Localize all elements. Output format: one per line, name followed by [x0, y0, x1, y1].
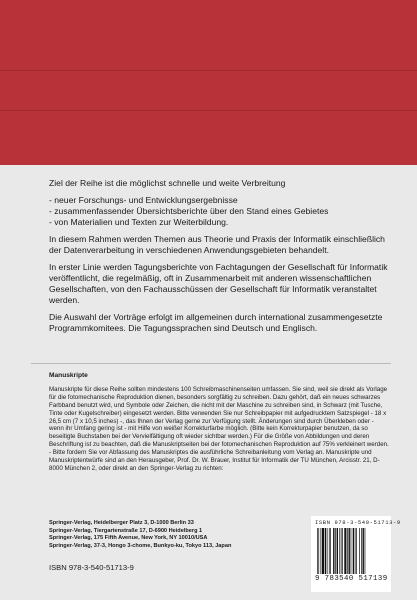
barcode-bar: [325, 528, 326, 574]
barcode-bar: [344, 528, 346, 574]
barcode-bar: [342, 528, 343, 574]
barcode-bar: [318, 528, 319, 574]
barcode-bar: [322, 528, 324, 574]
barcode-bar: [361, 528, 362, 574]
barcode-icon: [317, 528, 385, 574]
intro-paragraph: In diesem Rahmen werden Themen aus Theorie und Praxis der Informatik einschließlich der Datenverarbeitung in verschiedenen Anwendungsgebieten behandelt.: [49, 234, 385, 255]
publisher-address: Springer-Verlag, 37-3, Hongo 3-chome, Bunkyo-ku, Tokyo 113, Japan: [49, 542, 232, 549]
manuscript-body: Manuskripte für diese Reihe sollten mindestens 100 Schreibmaschinenseiten umfassen. Sie sind, weil sie direkt als Vorlage für die fotomechanische Reproduktion dienen, besonders sorgfältig zu schreiben. Dazu gehört, daß ein neues schwarzes Farbband benutzt wird, und Symbole oder Zeichen, die nicht mit der Maschine zu schreiben sind, in Schwarz (mit Tusche, Tinte oder Kugelschreiber) eingesetzt werden. Bitte verwenden Sie nur Schreibpapier mit aufgedrucktem Satzspiegel - 18 x 26,5 cm (7 x 10,5 inches) -, das Ihnen der Verlag gerne zur Verfügung stellt. Änderungen sind durch Überkleben oder - wenn ihr Umfang gering ist - mit Hilfe von weißer Korrekturfarbe möglich. (Bitte kein Korrekturpapier benutzen, da so beseitigte Buchstaben bei der Vervielfältigung oft wieder sichtbar werden.) Für die Größe von Abbildungen und deren Beschriftung ist zu beachten, daß die Manuskriptseiten bei der fotomechanischen Reproduktion auf 75% verkleinert werden. - Bitte fordern Sie vor Abfassung des Manuskriptes die ausführliche Schreibanleitung vom Verlag an. Manuskripte und Manuskriptentwürfe sind an den Herausgeber, Prof. Dr. W. Brauer, Institut für Informatik der TU München, Arcisstr. 21, D-8000 München 2, oder direkt an den Springer-Verlag zu richten:: [49, 385, 389, 472]
barcode-bar: [341, 528, 342, 574]
barcode-bar: [347, 528, 348, 574]
barcode-bar: [329, 528, 330, 574]
bullet-item: - von Materialien und Texten zur Weiterbildung.: [49, 217, 229, 227]
barcode-bar: [333, 528, 334, 574]
barcode-bar: [327, 528, 328, 574]
barcode-bar: [349, 528, 350, 574]
publisher-address: Springer-Verlag, Tiergartenstraße 17, D-6900 Heidelberg 1: [49, 527, 203, 534]
barcode-bar: [353, 528, 354, 574]
barcode-bar: [351, 528, 352, 574]
manuscript-heading: Manuskripte: [49, 372, 88, 379]
section-divider: [31, 363, 391, 364]
barcode-digits: 9 783540 517139: [315, 575, 388, 583]
bullet-item: - neuer Forschungs- und Entwicklungsergebnisse: [49, 195, 238, 205]
barcode-isbn: ISBN 978-3-540-51713-9: [315, 519, 401, 526]
intro-paragraph: In erster Linie werden Tagungsberichte von Fachtagungen der Gesellschaft für Informatik veröffentlicht, die regelmäßig, oft in Zusammenarbeit mit anderen wissenschaftlichen Gesellschaften, von den Fachausschüssen der Gesellschaft für Informatik veranstaltet werden.: [49, 262, 388, 305]
cover-color-band: [0, 0, 417, 165]
publisher-address: Springer-Verlag, 175 Fifth Avenue, New York, NY 10010/USA: [49, 535, 208, 542]
band-line: [0, 70, 417, 71]
series-description: [49, 178, 389, 340]
bullet-item: - zusammenfassender Übersichtsberichte über den Stand eines Gebietes: [49, 206, 329, 216]
barcode-bar: [339, 528, 340, 574]
intro-lead: Ziel der Reihe ist die möglichst schnelle und weite Verbreitung: [49, 178, 286, 188]
band-line: [0, 110, 417, 111]
barcode-bar: [365, 528, 366, 574]
barcode-bar: [330, 528, 331, 574]
intro-paragraph: Die Auswahl der Vorträge erfolgt im allgemeinen durch international zusammengesetzte Programmkomitees. Die Tagungssprachen sind Deutsch und Englisch.: [49, 312, 383, 333]
publisher-address: Springer-Verlag, Heidelberger Platz 3, D-1000 Berlin 33: [49, 520, 194, 526]
barcode-bar: [356, 528, 357, 574]
intro-bullet-list: [49, 195, 389, 228]
barcode-bar: [355, 528, 356, 574]
publisher-addresses: [49, 520, 279, 550]
isbn-label: ISBN 978-3-540-51713-9: [49, 563, 134, 572]
barcode-bar: [359, 528, 360, 574]
barcode-bar: [337, 528, 338, 574]
barcode-bar: [321, 528, 322, 574]
barcode-bar: [335, 528, 336, 574]
barcode-bar: [363, 528, 364, 574]
manuscript-section: [49, 372, 389, 473]
barcode-panel: [311, 516, 401, 592]
barcode-bar: [317, 528, 318, 574]
